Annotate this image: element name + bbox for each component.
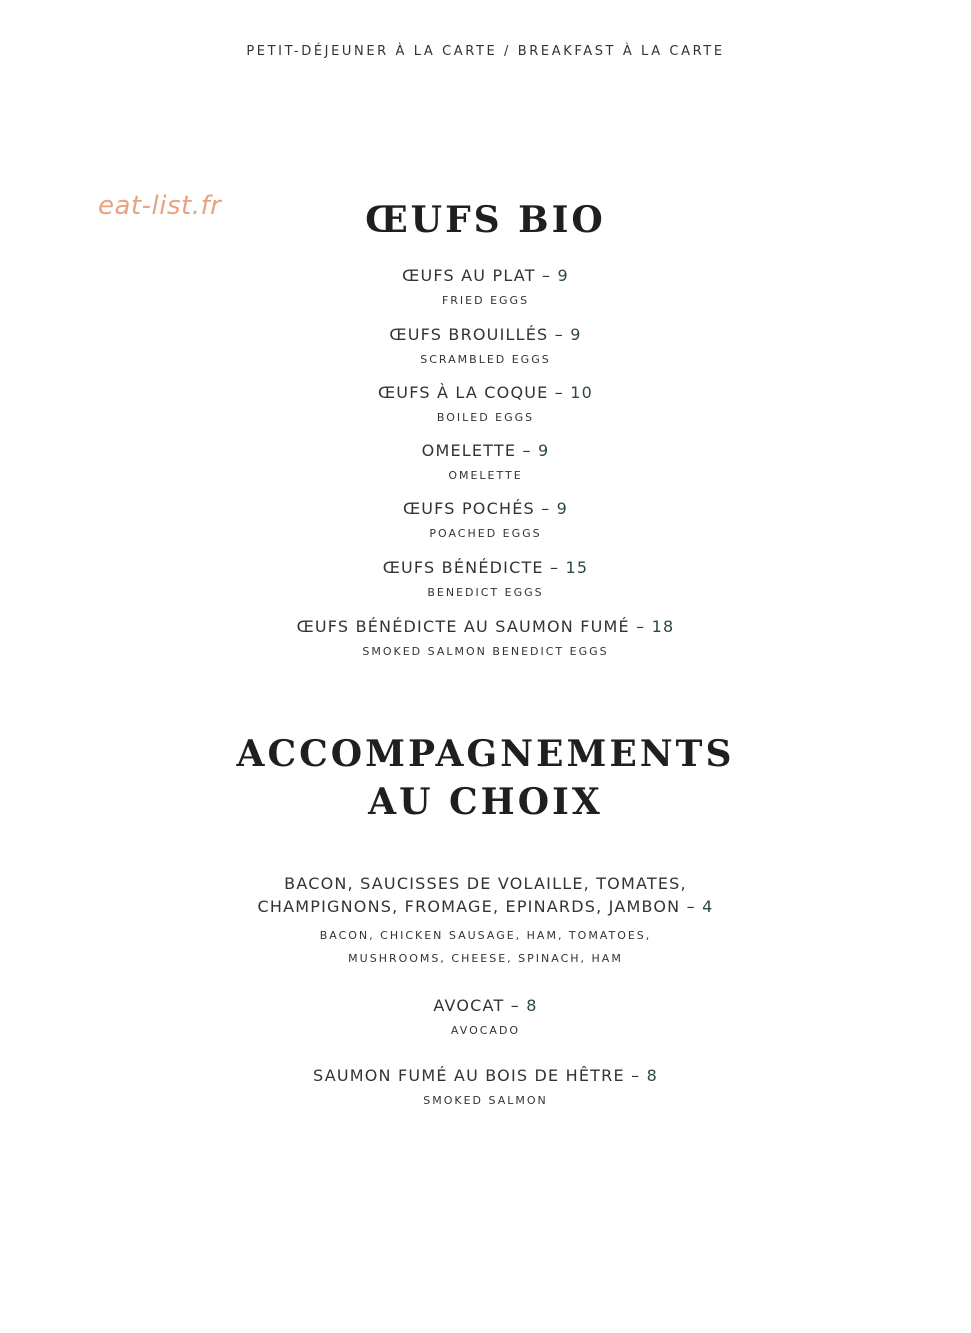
menu-item	[0, 440, 971, 487]
item-name-en: SMOKED SALMON BENEDICT EGGS	[362, 645, 609, 658]
item-name-en: OMELETTE	[448, 469, 523, 482]
menu-item	[0, 557, 971, 604]
item-name-en: AVOCADO	[450, 1024, 521, 1037]
menu-item	[0, 324, 971, 371]
item-name-en: SMOKED SALMON	[423, 1094, 548, 1107]
item-price: 4	[702, 897, 714, 916]
menu-item	[0, 995, 971, 1042]
item-name-fr: ŒUFS BROUILLÉS – 9	[389, 325, 582, 344]
item-price: 8	[646, 1066, 658, 1085]
menu-item	[0, 498, 971, 545]
section-title-line2: AU CHOIX	[368, 781, 603, 823]
item-name-fr: OMELETTE – 9	[421, 441, 550, 460]
item-name-fr: ŒUFS AU PLAT – 9	[402, 266, 569, 285]
item-price: 9	[537, 441, 550, 460]
item-name-en: SCRAMBLED EGGS	[420, 353, 551, 366]
watermark-logo: eat-list.fr	[98, 191, 222, 221]
item-name-fr: ŒUFS BÉNÉDICTE – 15	[382, 558, 589, 577]
section-title-line1: ACCOMPAGNEMENTS	[236, 733, 735, 775]
item-name-en: FRIED EGGS	[441, 294, 530, 307]
item-price: 9	[556, 499, 569, 518]
item-price: 8	[526, 996, 538, 1015]
menu-item	[0, 616, 971, 663]
menu-item	[0, 1065, 971, 1112]
item-price: 9	[570, 325, 582, 344]
item-name-fr: ŒUFS À LA COQUE – 10	[377, 383, 594, 402]
menu-item	[0, 265, 971, 312]
item-name-fr: SAUMON FUMÉ AU BOIS DE HÊTRE – 8	[313, 1066, 658, 1085]
menu-item	[0, 872, 971, 970]
item-name-fr: BACON, SAUCISSES DE VOLAILLE, TOMATES, CHAMPIGNONS, FROMAGE, EPINARDS, JAMBON – 4	[257, 874, 714, 916]
item-name-fr: ŒUFS BÉNÉDICTE AU SAUMON FUMÉ – 18	[296, 617, 675, 636]
item-price: 9	[557, 266, 569, 285]
item-name-en: BACON, CHICKEN SAUSAGE, HAM, TOMATOES, MUSHROOMS, CHEESE, SPINACH, HAM	[319, 929, 652, 965]
section-title-sides	[0, 730, 971, 826]
item-price: 10	[570, 383, 594, 402]
item-name-fr: AVOCAT – 8	[433, 996, 538, 1015]
item-price: 18	[651, 617, 675, 636]
item-name-en: BOILED EGGS	[436, 411, 535, 424]
item-name-en: BENEDICT EGGS	[427, 586, 544, 599]
menu-item	[0, 382, 971, 429]
item-name-en: POACHED EGGS	[429, 527, 542, 540]
section-title-eggs: ŒUFS BIO	[365, 199, 606, 241]
item-price: 15	[565, 558, 589, 577]
menu-header: PETIT-DÉJEUNER À LA CARTE / BREAKFAST À LA CARTE	[246, 44, 725, 59]
item-name-fr: ŒUFS POCHÉS – 9	[402, 499, 569, 518]
